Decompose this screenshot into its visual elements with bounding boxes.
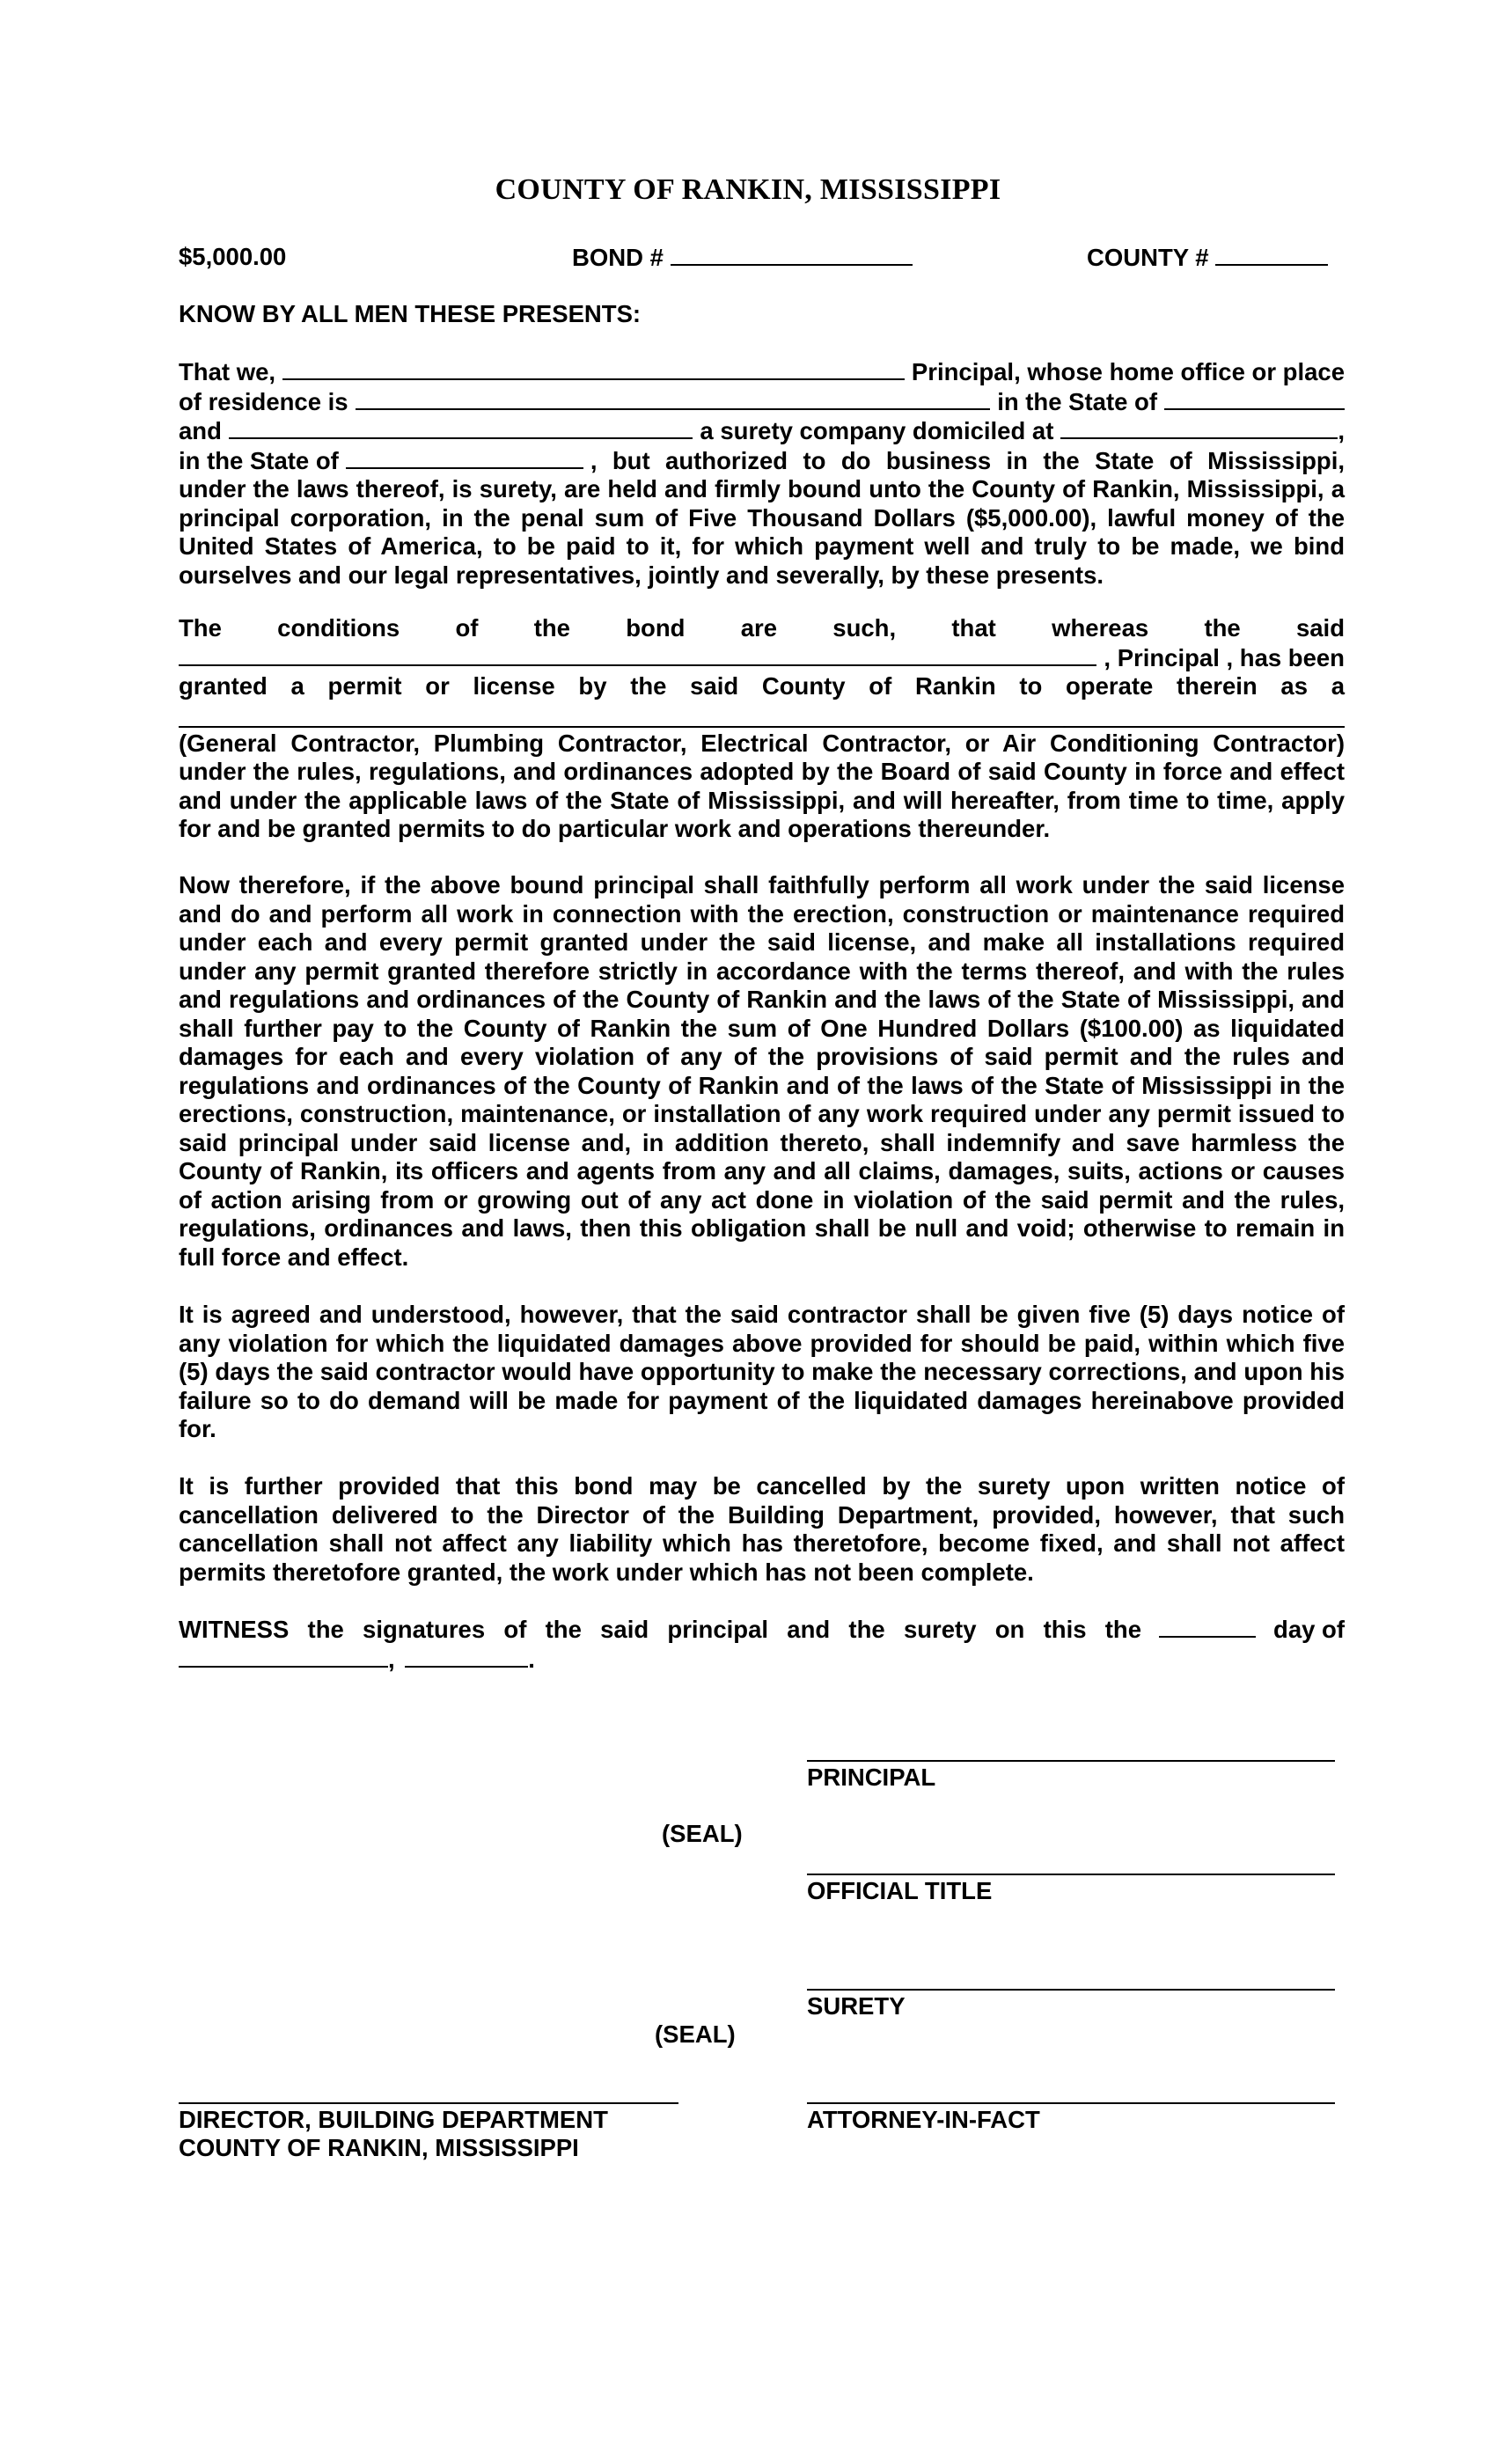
- bond-number-field[interactable]: [572, 243, 913, 273]
- conditions-principal-blank[interactable]: [179, 643, 1096, 666]
- attorney-label: ATTORNEY-IN-FACT: [807, 2106, 1040, 2133]
- parties-rest-text: under the laws thereof, is surety, are held and firmly bound unto the County of Rankin, Mississippi, a principal corporation, in the penal sum of Five Thousand Dollars ($5,000.00), lawful money of the United States of America, to be paid to it, for which payment well and truly to be made, we bind ourselves and our legal representatives, jointly and severally, by these presents.: [179, 475, 1345, 589]
- agreed-text: It is agreed and understood, however, that the said contractor shall be given five (5) days notice of any violation for which the liquidated damages above provided for should be paid, within which five (5) days the said contractor would have opportunity to make the necessary corrections, and upon his failure so to do demand will be made for payment of the liquidated damages hereinabove provided for.: [179, 1301, 1345, 1442]
- director-signature-line[interactable]: [179, 2102, 678, 2104]
- paragraph-conditions: [179, 614, 1345, 844]
- residence-text: of residence is: [179, 387, 348, 415]
- conditions-line1: The conditions of the bond are such, that whereas the said: [179, 614, 1345, 642]
- line-surety: [179, 416, 1345, 446]
- principal-has-been-text: , Principal , has been: [1104, 643, 1345, 671]
- witness-line2: [179, 1645, 1345, 1675]
- seal-label-1: (SEAL): [662, 1820, 743, 1847]
- principal-name-blank[interactable]: [282, 357, 905, 380]
- now-therefore-text: Now therefore, if the above bound principal shall faithfully perform all work under the said license and do and perform all work in connection with the erection, construction or maintenance required under each and every permit granted under the said license, and make all installations required under any permit granted therefore strictly in accordance with the terms thereof, and with the rules and regulations and ordinances of the County of Rankin and the laws of the State of Mississippi, and shall further pay to the County of Rankin the sum of One Hundred Dollars ($100.00) as liquidated damages for each and every violation of any of the provisions of said permit and the rules and regulations and ordinances of the County of Rankin and of the laws of the State of Mississippi in the erections, construction, maintenance, or installation of any work required under any permit issued to said principal under said license and, in addition thereto, shall indemnify and save harmless the County of Rankin, its officers and agents from any and all claims, damages, suits, actions or causes of action arising from or growing out of any act done in violation of the said permit and the rules, regulations, ordinances and laws, then this obligation shall be null and void; otherwise to remain in full force and effect.: [179, 871, 1345, 1271]
- director-label: DIRECTOR, BUILDING DEPARTMENT: [179, 2106, 608, 2133]
- surety-domiciled-text: a surety company domiciled at: [700, 417, 1054, 444]
- contractor-type-blank[interactable]: [179, 701, 1345, 728]
- paragraph-cancellation: [179, 1472, 1345, 1587]
- paragraph-now-therefore: [179, 871, 1345, 1272]
- residence-blank[interactable]: [356, 387, 991, 410]
- surety-name-blank[interactable]: [229, 416, 693, 439]
- witness-period: .: [528, 1645, 535, 1673]
- surety-signature-line[interactable]: [807, 1989, 1335, 1991]
- day-of-text: day of: [1273, 1616, 1345, 1643]
- bond-number-blank[interactable]: [671, 243, 913, 266]
- paragraph-agreed: [179, 1301, 1345, 1444]
- principal-signature-line[interactable]: [807, 1760, 1335, 1762]
- witness-block: [179, 1615, 1345, 1674]
- surety-comma: ,: [1338, 417, 1345, 444]
- surety-state-blank[interactable]: [346, 446, 583, 469]
- line-principal-blank: [179, 643, 1345, 673]
- principal-home-text: Principal, whose home office or place: [911, 358, 1345, 385]
- intro-heading: KNOW BY ALL MEN THESE PRESENTS:: [179, 300, 642, 327]
- line-authorized: [179, 446, 1345, 476]
- surety-domicile-blank[interactable]: [1060, 416, 1338, 439]
- county-number-blank[interactable]: [1215, 243, 1328, 266]
- witness-comma: ,: [388, 1645, 395, 1673]
- witness-text: WITNESS the signatures of the said principal and the surety on this the: [179, 1616, 1142, 1643]
- surety-label: SURETY: [807, 1992, 906, 2020]
- county-number-label: COUNTY #: [1087, 244, 1209, 271]
- witness-month-blank[interactable]: [179, 1645, 388, 1668]
- in-state-text-2: in the State of: [179, 446, 339, 474]
- witness-day-blank[interactable]: [1159, 1615, 1256, 1638]
- attorney-signature-line[interactable]: [807, 2102, 1335, 2104]
- paragraph-parties: [179, 357, 1345, 590]
- in-state-text: in the State of: [997, 387, 1157, 415]
- seal-label-2: (SEAL): [655, 2020, 736, 2048]
- principal-label: PRINCIPAL: [807, 1764, 936, 1791]
- county-number-field[interactable]: [1087, 243, 1328, 273]
- line-that-we: [179, 357, 1345, 387]
- document-title: COUNTY OF RANKIN, MISSISSIPPI: [495, 173, 1001, 206]
- witness-line1: [179, 1615, 1345, 1645]
- and-text: and: [179, 417, 222, 444]
- witness-year-blank[interactable]: [405, 1645, 528, 1668]
- official-title-label: OFFICIAL TITLE: [807, 1877, 993, 1904]
- line-residence: [179, 387, 1345, 417]
- authorized-text: , but authorized to do business in the State of Mississippi,: [590, 446, 1345, 474]
- bond-number-label: BOND #: [572, 244, 664, 271]
- cancellation-text: It is further provided that this bond may be cancelled by the surety upon written notice of cancellation delivered to the Director of the Building Department, provided, however, that such cancellation shall not affect any liability which has theretofore, become fixed, and shall not affect permits theretofore granted, the work under which has not been complete.: [179, 1472, 1345, 1586]
- residence-state-blank[interactable]: [1164, 387, 1345, 410]
- conditions-rest-text: (General Contractor, Plumbing Contractor, Electrical Contractor, or Air Conditioning Contractor) under the rules, regulations, and ordinances adopted by the Board of said County in force and effect and under the applicable laws of the State of Mississippi, and will hereafter, from time to time, apply for and be granted permits to do particular work and operations thereunder.: [179, 729, 1345, 842]
- conditions-line3: granted a permit or license by the said County of Rankin to operate therein as a: [179, 672, 1345, 700]
- that-we-text: That we,: [179, 358, 276, 385]
- bond-amount: $5,000.00: [179, 243, 287, 270]
- official-title-line[interactable]: [807, 1874, 1335, 1875]
- county-label: COUNTY OF RANKIN, MISSISSIPPI: [179, 2134, 579, 2161]
